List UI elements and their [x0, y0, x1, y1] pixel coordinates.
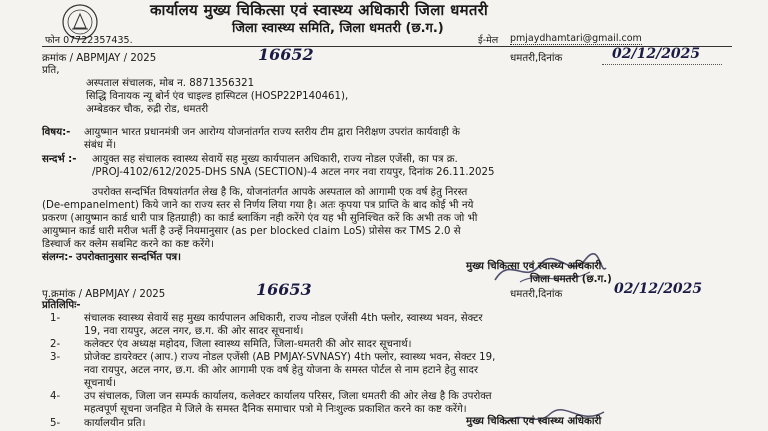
body-line-1: उपरोक्त सन्दर्भित विषयांतर्गत लेख है कि, योजनांतर्गत आपके अस्पताल को आगामी एक वर्ष हेतु निरस्त	[92, 187, 468, 198]
subject-line-1: आयुष्मान भारत प्रधानमंत्री जन आरोग्य योजनांतर्गत राज्य स्तरीय टीम द्वारा निरीक्षण उपरांत कार्यवाही के	[84, 127, 460, 138]
copy-item-4-number: 4-	[50, 391, 61, 402]
copy-ref-number-handwritten: 16653	[256, 280, 312, 299]
copy-item-3-line-1: प्रोजेक्ट डायरेक्टर (आप.) राज्य नोडल एजेंसी (AB PMJAY-SVNASY) 4th फ्लोर, स्वास्थ्य भवन, सेक्टर 19,	[84, 352, 496, 363]
copy-ref-number-label: पृ.क्रमांक / ABPMJAY / 2025	[42, 289, 166, 300]
reference-label: सन्दर्भ :-	[42, 154, 77, 165]
copy-item-4-line-2: महत्वपूर्ण सूचना जनहित मे जिले के समस्त दैनिक समाचार पत्रो मे निःशुल्क प्रकाशित करने का कष्ट करेंगे।	[84, 404, 467, 415]
enclosure-note: संलग्न:- उपरोक्तानुसार सन्दर्भित पत्र।	[42, 252, 181, 263]
copy-item-3-number: 3-	[50, 352, 61, 363]
copy-date-label: धमतरी,दिनांक	[510, 289, 563, 300]
copy-item-2-number: 2-	[50, 339, 61, 350]
reference-line-2: /PROJ-4102/612/2025-DHS SNA (SECTION)-4 अटल नगर नवा रायपुर, दिनांक 26.11.2025	[92, 167, 495, 178]
body-line-5: डिस्चार्ज कर क्लेम सबमिट करने का कष्ट करेंगे।	[42, 239, 214, 250]
subject-label: विषय:-	[42, 127, 71, 138]
copy-item-1-line-1: संचालक स्वास्थ्य सेवायें सह मुख्य कार्यपालन अधिकारी, राज्य नोडल एजेंसी 4th फ्लोर, स्वास्थ्य भवन, सेक्टर	[84, 313, 483, 324]
to-label: प्रति,	[42, 65, 60, 76]
copy-item-1-line-2: 19, नवा रायपुर, अटल नगर, छ.ग. की ओर सादर सूचनार्थ।	[84, 326, 304, 337]
copy-item-4-line-1: उप संचालक, जिला जन सम्पर्क कार्यालय, कलेक्टर कार्यालय परिसर, जिला धमतरी की ओर लेख है कि उपरोक्त	[84, 391, 492, 402]
phone-number: फोन 07722357435.	[45, 35, 133, 46]
copy-item-5-line-1: कार्यालयीन प्रति।	[84, 418, 146, 429]
signatory-title-2: मुख्य चिकित्सा एवं स्वास्थ्य अधिकारी	[466, 416, 602, 427]
copy-date-handwritten: 02/12/2025	[614, 281, 703, 297]
copy-item-3-line-3: सूचनार्थ।	[84, 378, 117, 389]
date-underline	[602, 64, 722, 65]
signatory-title-1: मुख्य चिकित्सा एवं स्वास्थ्य अधिकारी	[466, 261, 602, 272]
email-address: pmjaydhamtari@gmail.com	[510, 33, 642, 44]
body-line-4: आयुष्मान कार्ड धारी मरीज भर्ती है उन्हें नियमानुसार (as per blocked claim LoS) प्रोसेस कर TMS 2.0 से	[42, 226, 461, 237]
copy-item-5-number: 5-	[50, 418, 61, 429]
office-title: कार्यालय मुख्य चिकित्सा एवं स्वास्थ्य अधिकारी जिला धमतरी	[150, 1, 489, 19]
body-line-2: (De-empanelment) किये जाने का राज्य स्तर से निर्णय लिया गया है। अतः कृपया पत्र प्राप्ति के बाद कोई भी नये	[42, 200, 474, 211]
date-label: धमतरी,दिनांक	[510, 53, 563, 64]
ref-number-label: क्रमांक / ABPMJAY / 2025	[42, 53, 157, 64]
date-handwritten: 02/12/2025	[612, 46, 701, 62]
copy-to-label: प्रतिलिपिः-	[42, 300, 81, 311]
reference-line-1: आयुक्त सह संचालक स्वास्थ्य सेवायें सह मुख्य कार्यपालन अधिकारी, राज्य नोडल एजेंसी, का पत्र क्र.	[92, 154, 458, 165]
copy-item-2-line-1: कलेक्टर एंव अध्यक्ष महोदय, जिला स्वास्थ्य समिति, जिला-धमतरी की ओर सादर सूचनार्थ।	[84, 339, 412, 350]
addressee-line-1: अस्पताल संचालक, मोब न. 8871356321	[86, 78, 255, 89]
email-label: ई-मेल	[478, 35, 499, 46]
ref-number-handwritten: 16652	[258, 45, 314, 64]
signatory-district-1: जिला धमतरी (छ.ग.)	[530, 274, 612, 285]
subject-line-2: संबंध में।	[84, 140, 117, 151]
addressee-line-3: अम्बेडकर चौक, रुद्री रोड, धमतरी	[86, 104, 209, 115]
copy-item-3-line-2: नवा रायपुर, अटल नगर, छ.ग. की ओर आगामी एक वर्ष हेतु योजना के समस्त पोर्टल से नाम हटाने हेतु सादर	[84, 365, 479, 376]
copy-item-1-number: 1-	[50, 313, 61, 324]
office-subtitle: जिला स्वास्थ्य समिति, जिला धमतरी (छ.ग.)	[232, 21, 444, 36]
addressee-line-2: सिद्धि विनायक न्यू बोर्न एंव चाइल्ड हास्पिटल (HOSP22P140461),	[86, 91, 349, 102]
body-line-3: प्रकरण (आयुष्मान कार्ड धारी पात्र हितग्राही) का कार्ड ब्लाकिंग नही करेंगे एंव यह भी सुनिश्चित करें कि अभी तक जो भी	[42, 213, 478, 224]
